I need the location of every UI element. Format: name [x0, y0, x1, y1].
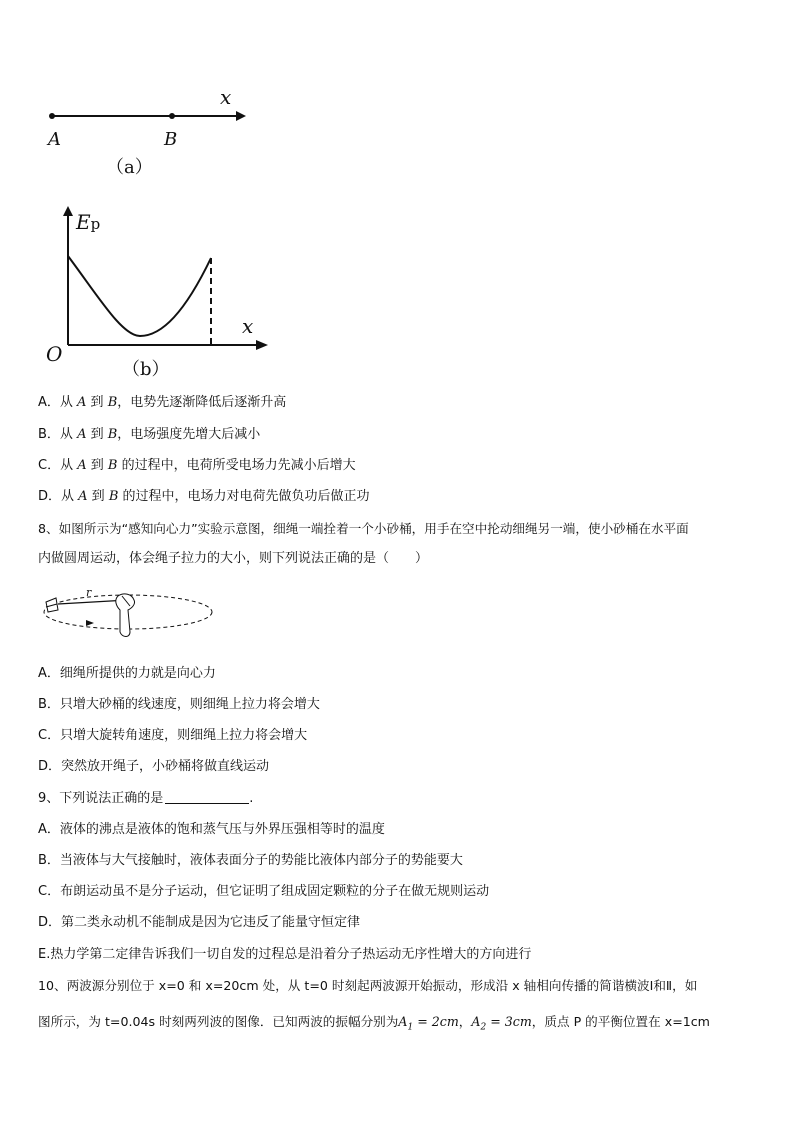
- amplitude-2: [471, 1014, 532, 1033]
- option-mid: 到: [86, 427, 108, 442]
- point-b-dot: [169, 113, 175, 119]
- amplitude-subscript: 2: [480, 1022, 487, 1033]
- option-prefix: A．从: [38, 395, 78, 410]
- q7-option-d: [38, 488, 370, 506]
- q9-option-e: E.热力学第二定律告诉我们一切自发的过程总是沿着分子热运动无序性增大的方向进行: [38, 947, 532, 962]
- amplitude-subscript: 1: [407, 1022, 414, 1033]
- q8-stem-line1: 8、如图所示为“感知向心力”实验示意图，细绳一端拴着一个小砂桶，用手在空中抡动细绳另一端，使小砂桶在水平面: [38, 521, 689, 536]
- x-axis-arrow: [236, 111, 246, 121]
- q8-option-b: B．只增大砂桶的线速度，则细绳上拉力将会增大: [38, 697, 320, 712]
- q8-stem-line2: [38, 550, 428, 568]
- option-text: 的过程中，电场力对电荷先做负功后做正功: [118, 489, 370, 504]
- q9-option-b: B．当液体与大气接触时，液体表面分子的势能比液体内部分子的势能要大: [38, 853, 463, 868]
- point-a-dot: [49, 113, 55, 119]
- rotation-arrow: [86, 620, 94, 626]
- point-b: B: [107, 395, 118, 410]
- y-axis-label-main: E: [76, 210, 91, 234]
- figure-b: [40, 200, 280, 385]
- amplitude-symbol: A: [471, 1014, 481, 1029]
- q8-option-d: D．突然放开绳子，小砂桶将做直线运动: [38, 759, 270, 774]
- option-prefix: D．从: [38, 489, 79, 504]
- option-text: ，电势先逐渐降低后逐渐升高: [117, 395, 287, 410]
- point-a: A: [77, 395, 87, 410]
- option-text: ，电场强度先增大后减小: [117, 427, 261, 442]
- centripetal-force-diagram: [40, 586, 215, 644]
- q7-option-c: [38, 457, 356, 475]
- point-b-label: B: [164, 129, 178, 150]
- potential-energy-curve: [68, 256, 211, 336]
- q7-option-a: [38, 394, 286, 412]
- option-mid: 到: [86, 458, 108, 473]
- y-axis-label: [76, 210, 100, 234]
- q9-option-d: D．第二类永动机不能制成是因为它违反了能量守恒定律: [38, 915, 361, 930]
- x-axis-arrow: [256, 340, 268, 350]
- y-axis-arrow: [63, 206, 73, 216]
- point-b: B: [108, 489, 119, 504]
- q8-figure: [40, 586, 215, 644]
- point-b: B: [107, 427, 118, 442]
- q9-option-a: A．液体的沸点是液体的饱和蒸气压与外界压强相等时的温度: [38, 822, 385, 837]
- y-axis-label-sub: p: [90, 215, 101, 233]
- x-axis-label: x: [242, 314, 254, 338]
- point-a: A: [77, 458, 87, 473]
- answer-blank[interactable]: [165, 790, 249, 804]
- option-mid: 到: [86, 395, 108, 410]
- amplitude-value: = 3cm: [486, 1014, 532, 1029]
- q8-option-a: A．细绳所提供的力就是向心力: [38, 666, 216, 681]
- figure-a-caption: （a）: [106, 157, 153, 178]
- option-text: 的过程中，电荷所受电场力先减小后增大: [117, 458, 356, 473]
- q8-stem-paren: ）: [415, 551, 429, 566]
- option-prefix: B．从: [38, 427, 78, 442]
- radius-label: r: [86, 586, 92, 599]
- point-a: A: [77, 427, 87, 442]
- origin-label: O: [46, 342, 63, 366]
- q10-line2-text: 图所示，为 t=0.04s 时刻两列波的图像．已知两波的振幅分别为: [38, 1014, 399, 1029]
- q9-stem-end: .: [249, 791, 254, 806]
- option-mid: 到: [87, 489, 109, 504]
- point-a: A: [78, 489, 88, 504]
- option-prefix: C．从: [38, 458, 78, 473]
- q10-line2-end: ，质点 P 的平衡位置在 x=1cm: [531, 1014, 710, 1029]
- x-axis-label: x: [220, 85, 232, 109]
- q8-option-c: C．只增大旋转角速度，则细绳上拉力将会增大: [38, 728, 308, 743]
- amplitude-1: [398, 1014, 459, 1033]
- q10-line2: [38, 1013, 710, 1037]
- point-a-label: A: [48, 129, 61, 150]
- figure-a: [40, 85, 260, 180]
- q10-line1: 10、两波源分别位于 x=0 和 x=20cm 处，从 t=0 时刻起两波源开始振动，形成沿 x 轴相向传播的简谐横波Ⅰ和Ⅱ，如: [38, 978, 698, 993]
- q7-option-b: [38, 426, 260, 444]
- q8-stem-text: 内做圆周运动，体会绳子拉力的大小，则下列说法正确的是（: [38, 551, 390, 566]
- amplitude-symbol: A: [398, 1014, 408, 1029]
- separator: ，: [458, 1014, 472, 1029]
- q9-stem-text: 9、下列说法正确的是: [38, 791, 164, 806]
- point-b: B: [107, 458, 118, 473]
- amplitude-value: = 2cm: [413, 1014, 459, 1029]
- figure-b-caption: （b）: [122, 359, 170, 380]
- q9-option-c: C．布朗运动虽不是分子运动，但它证明了组成固定颗粒的分子在做无规则运动: [38, 884, 490, 899]
- q9-stem: [38, 790, 253, 808]
